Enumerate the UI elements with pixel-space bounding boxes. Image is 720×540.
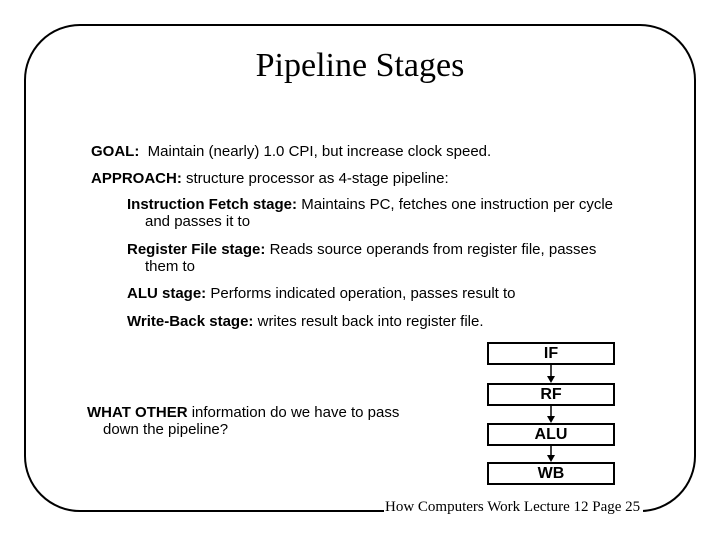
pipeline-box-wb: WB [487, 462, 615, 485]
stage-label: ALU stage: [127, 285, 207, 302]
stage-text: Maintains PC, fetches one instruction per cycle [301, 196, 614, 213]
stage-text: writes result back into register file. [257, 313, 484, 330]
stage-text: Performs indicated operation, passes result to [210, 285, 516, 302]
pipeline-box-rf: RF [487, 383, 615, 406]
approach-text: structure processor as 4-stage pipeline: [186, 170, 449, 187]
pipeline-box-if: IF [487, 342, 615, 365]
approach-label: APPROACH: [91, 170, 182, 187]
stage-text-continued: them to [145, 258, 196, 275]
stage-label: Instruction Fetch stage: [127, 196, 298, 213]
goal-label: GOAL: [91, 143, 140, 160]
stage-label: Write-Back stage: [127, 313, 254, 330]
stage-text: Reads source operands from register file, passes [269, 241, 597, 258]
stage-text-continued: and passes it to [145, 213, 251, 230]
arrow-down-icon [547, 406, 555, 423]
slide-title: Pipeline Stages [255, 47, 465, 84]
question-bold: WHAT OTHER [87, 404, 188, 421]
arrow-down-icon [547, 365, 555, 383]
arrow-down-icon [547, 446, 555, 462]
question-text: information do we have to pass [191, 404, 400, 421]
question-text-continued: down the pipeline? [103, 421, 229, 438]
pipeline-box-alu: ALU [487, 423, 615, 446]
slide-footer: How Computers Work Lecture 12 Page 25 [384, 498, 643, 516]
stage-label: Register File stage: [127, 241, 266, 258]
goal-text: Maintain (nearly) 1.0 CPI, but increase clock speed. [147, 143, 492, 160]
